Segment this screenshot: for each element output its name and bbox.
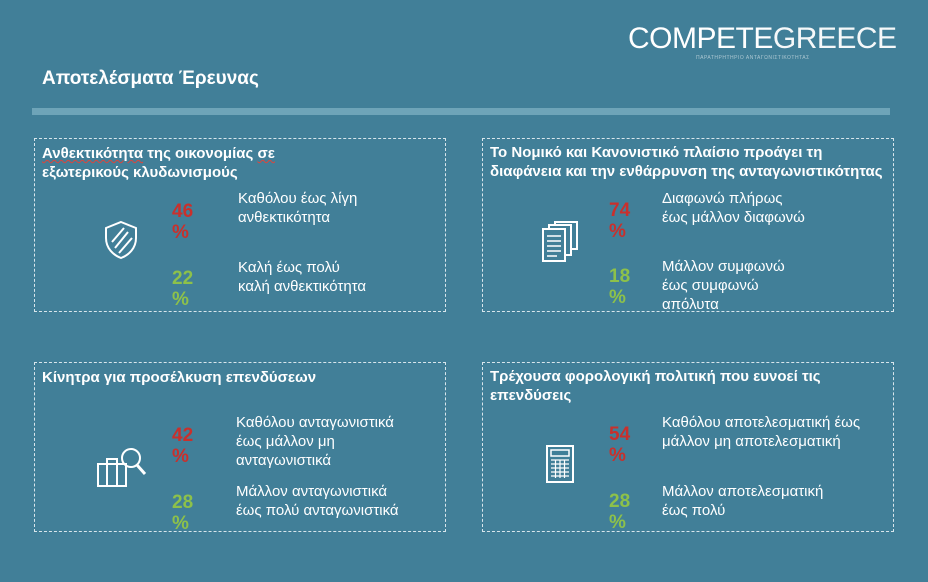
documents-icon [541, 221, 579, 268]
panel-legal-framework-title: Το Νομικό και Κανονιστικό πλαίσιο προάγει τη διαφάνεια και την ενθάρρυνση της ανταγωνιστικότητας [490, 144, 883, 180]
logo-greece: GREECE [772, 22, 897, 55]
panel-title-line2: εξωτερικούς κλυδωνισμούς [42, 164, 238, 181]
stat-value: 18 % [609, 266, 631, 308]
stat-value: 46 % [172, 201, 194, 243]
stat-value: 28 % [172, 492, 194, 534]
logo-compete: COMPETE [628, 22, 773, 55]
stat-label: Μάλλον ανταγωνιστικά έως πολύ ανταγωνιστικά [236, 483, 399, 519]
stat-value: 74 % [609, 200, 631, 242]
panel-title-word: Ανθεκτικότητα [42, 145, 144, 162]
stat-label: Διαφωνώ πλήρως έως μάλλον διαφωνώ [662, 190, 805, 226]
logo-text [628, 22, 897, 56]
briefcase-search-icon [96, 444, 148, 493]
shield-icon [103, 220, 139, 265]
stat-label: Καλή έως πολύ καλή ανθεκτικότητα [238, 259, 367, 295]
stat-label: Καθόλου ανταγωνιστικά έως μάλλον μη ανταγωνιστικά [236, 414, 394, 469]
stat-value: 54 % [609, 424, 631, 466]
calculator-icon [545, 444, 575, 489]
panel-tax-policy-title: Τρέχουσα φορολογική πολιτική που ευνοεί τις επενδύσεις [490, 368, 821, 404]
panel-economy-resilience-title [42, 144, 442, 182]
logo-tagline: ΠΑΡΑΤΗΡΗΤΗΡΙΟ ΑΝΤΑΓΩΝΙΣΤΙΚΟΤΗΤΑΣ [696, 55, 810, 61]
title-divider [32, 108, 890, 115]
stat-label: Μάλλον συμφωνώ έως συμφωνώ απόλυτα [662, 258, 785, 313]
panel-title-mid: της οικονομίας [143, 145, 258, 162]
stat-value: 22 % [172, 268, 194, 310]
panel-investment-incentives-title: Κίνητρα για προσέλκυση επενδύσεων [42, 369, 317, 386]
stat-label: Μάλλον αποτελεσματική έως πολύ [662, 483, 824, 519]
compete-greece-logo [628, 22, 897, 66]
stat-value: 42 % [172, 425, 194, 467]
stat-label: Καθόλου αποτελεσματική έως μάλλον μη αποτελεσματική [662, 414, 861, 450]
stat-value: 28 % [609, 491, 631, 533]
panel-title-word-2: σε [257, 145, 275, 162]
stat-label: Καθόλου έως λίγη ανθεκτικότητα [238, 190, 358, 226]
page-title: Αποτελέσματα Έρευνας [42, 68, 259, 89]
